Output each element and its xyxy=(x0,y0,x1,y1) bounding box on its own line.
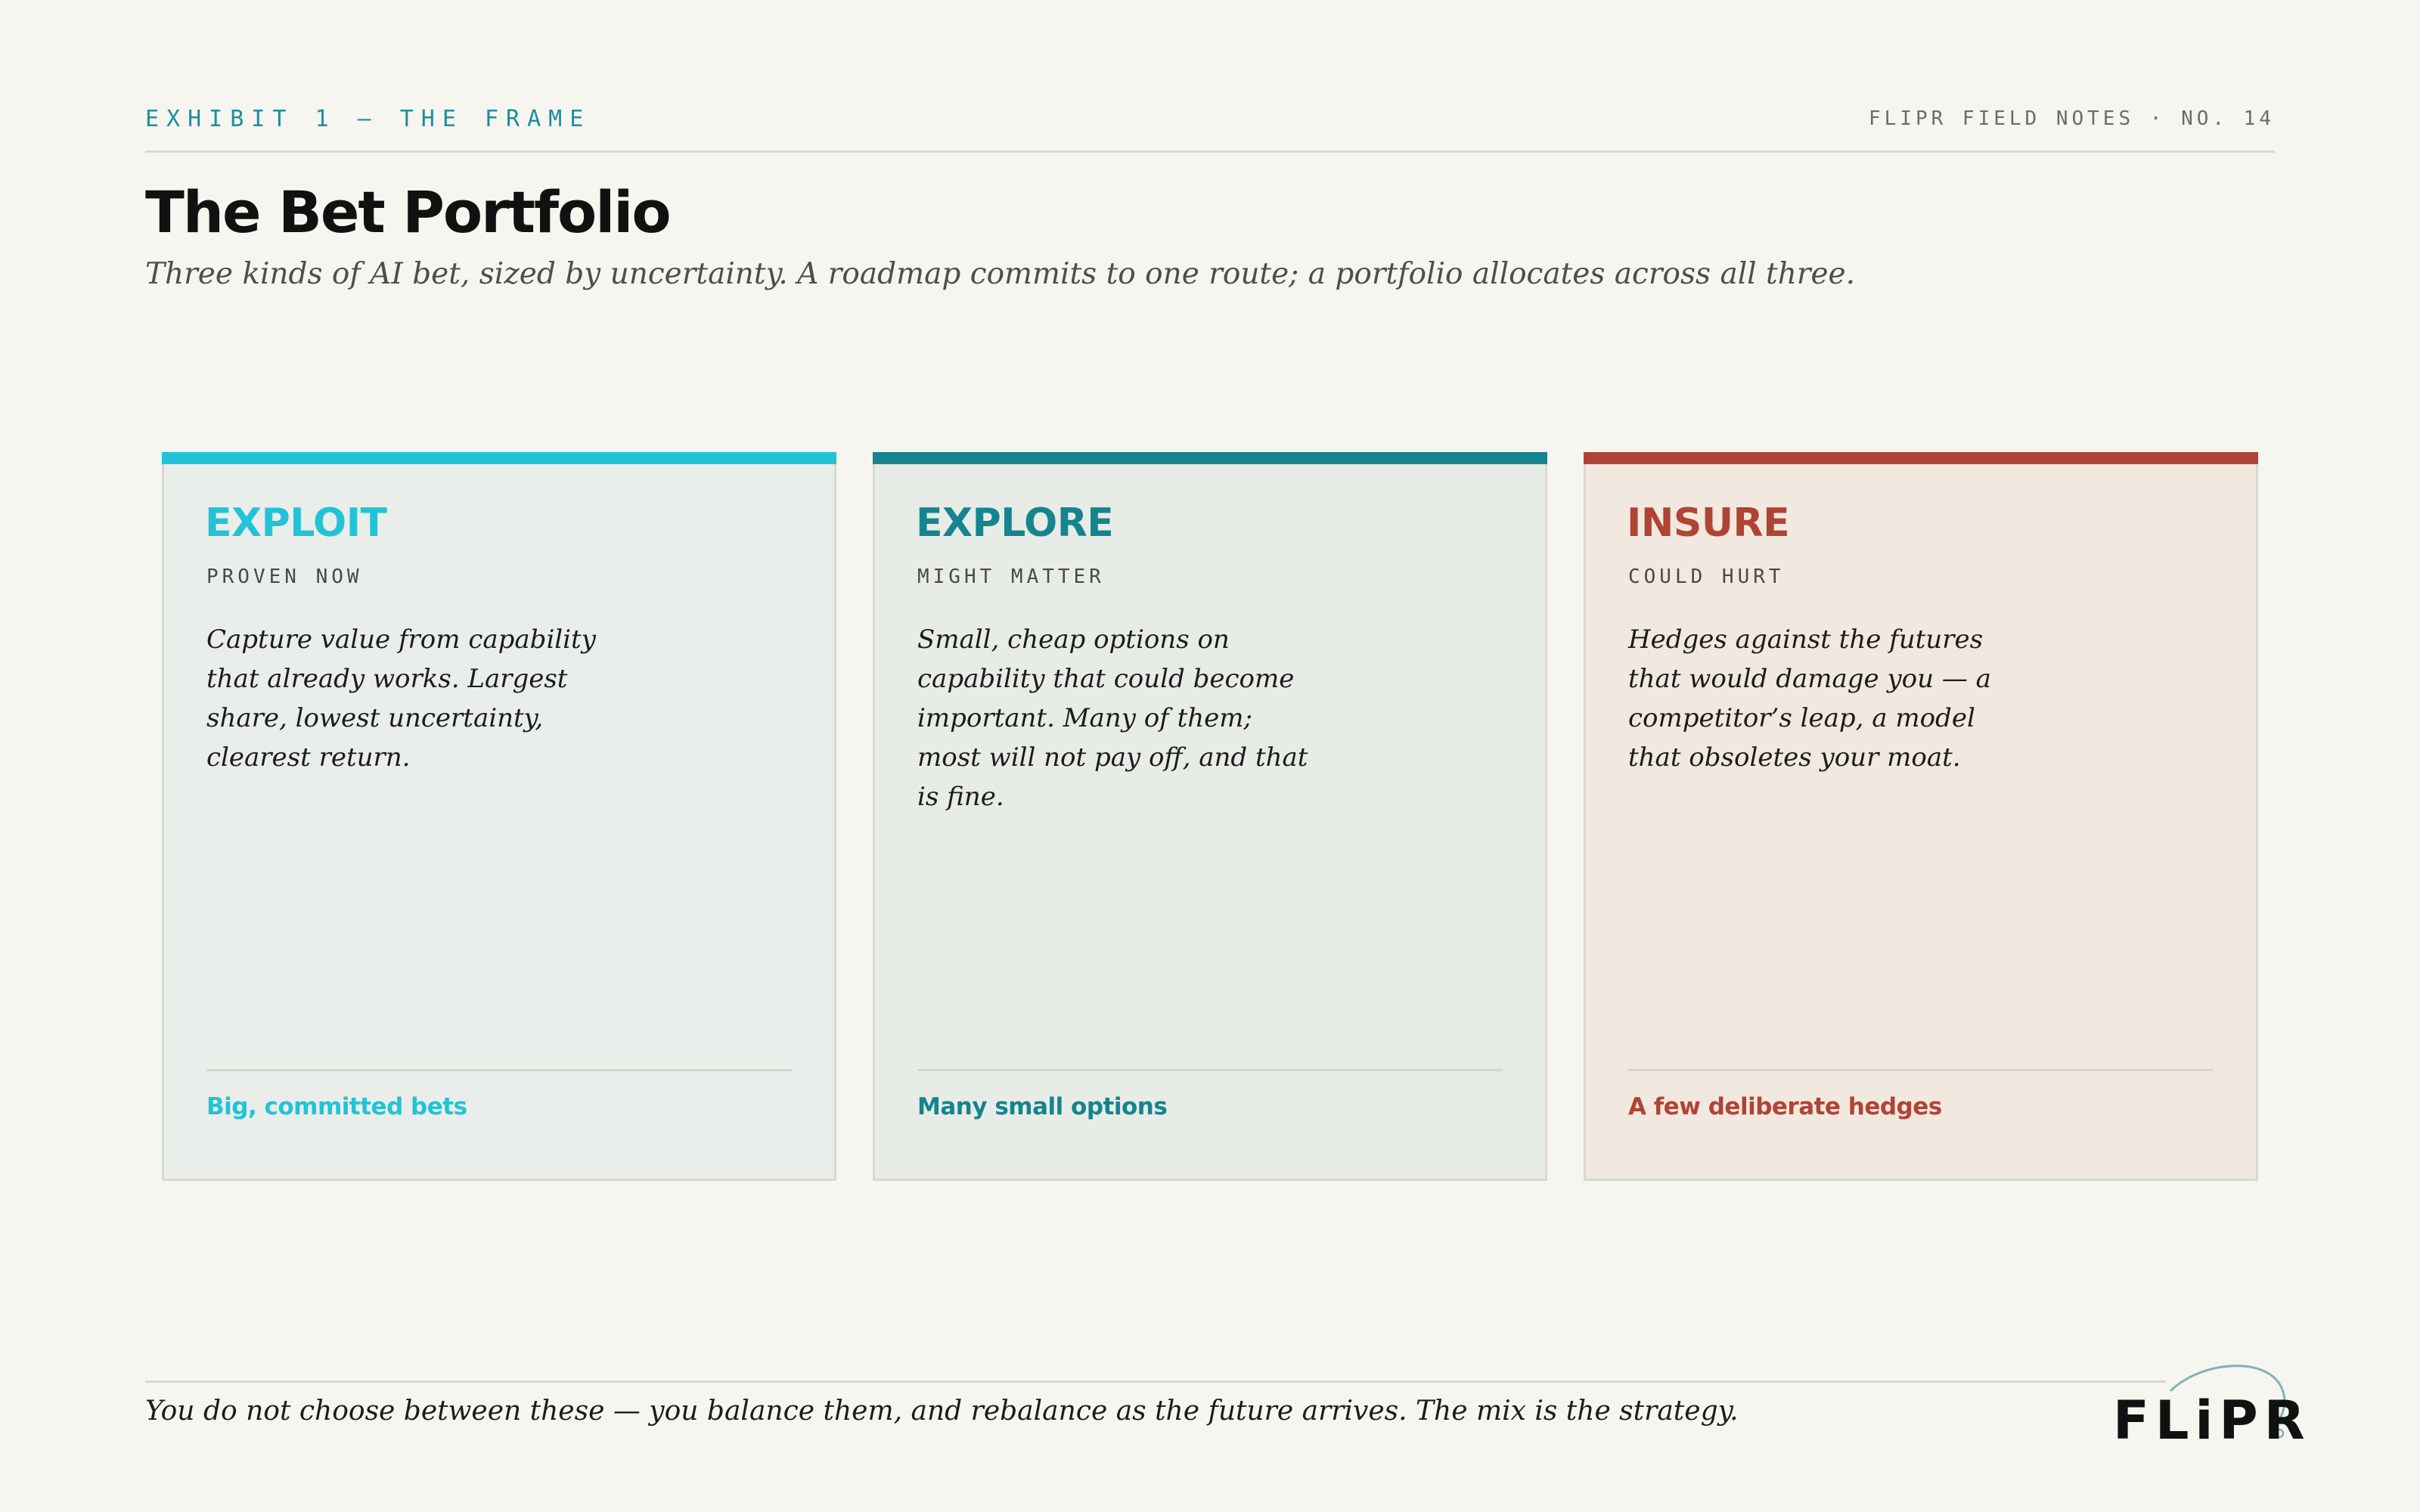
card-exploit xyxy=(162,452,836,1181)
flipr-logo xyxy=(2110,1359,2311,1452)
card-title: INSURE xyxy=(1627,500,1790,546)
card-body: Hedges against the futures that would damage you — a competitor’s leap, a model that obsoletes your moat. xyxy=(1628,624,1991,773)
card-footer: Big, committed bets xyxy=(206,1093,467,1120)
issue-label: FLIPR FIELD NOTES · NO. 14 xyxy=(1869,107,2275,130)
card-body: Capture value from capability that already works. Largest share, lowest uncertainty, clearest return. xyxy=(206,624,596,773)
page-title: The Bet Portfolio xyxy=(145,178,670,246)
card-title: EXPLOIT xyxy=(205,500,387,546)
logo-wordmark: FLiPR xyxy=(2113,1390,2311,1452)
closing-note: You do not choose between these — you balance them, and rebalance as the future arrives. The mix is the strategy. xyxy=(145,1396,1739,1427)
header-row xyxy=(145,100,2275,153)
card-insure xyxy=(1584,452,2258,1181)
card-divider xyxy=(1628,1069,2214,1071)
card-explore xyxy=(873,452,1547,1181)
exhibit-label: EXHIBIT 1 — THE FRAME xyxy=(145,106,591,132)
card-accent-bar xyxy=(162,452,836,464)
card-body: Small, cheap options on capability that could become important. Many of them; most will not pay off, and that is fine. xyxy=(917,624,1308,812)
card-footer: Many small options xyxy=(917,1093,1168,1120)
card-divider xyxy=(917,1069,1503,1071)
card-accent-bar xyxy=(873,452,1547,464)
card-accent-bar xyxy=(1584,452,2258,464)
card-title: EXPLORE xyxy=(916,500,1114,546)
bet-cards xyxy=(162,452,2258,1181)
footer-divider xyxy=(145,1380,2166,1383)
card-tag: PROVEN NOW xyxy=(206,565,363,588)
card-tag: MIGHT MATTER xyxy=(917,565,1105,588)
page-subtitle: Three kinds of AI bet, sized by uncertainty. A roadmap commits to one route; a portfolio allocates across all three. xyxy=(145,257,1856,291)
card-divider xyxy=(206,1069,792,1071)
card-tag: COULD HURT xyxy=(1628,565,1785,588)
card-footer: A few deliberate hedges xyxy=(1628,1093,1942,1120)
